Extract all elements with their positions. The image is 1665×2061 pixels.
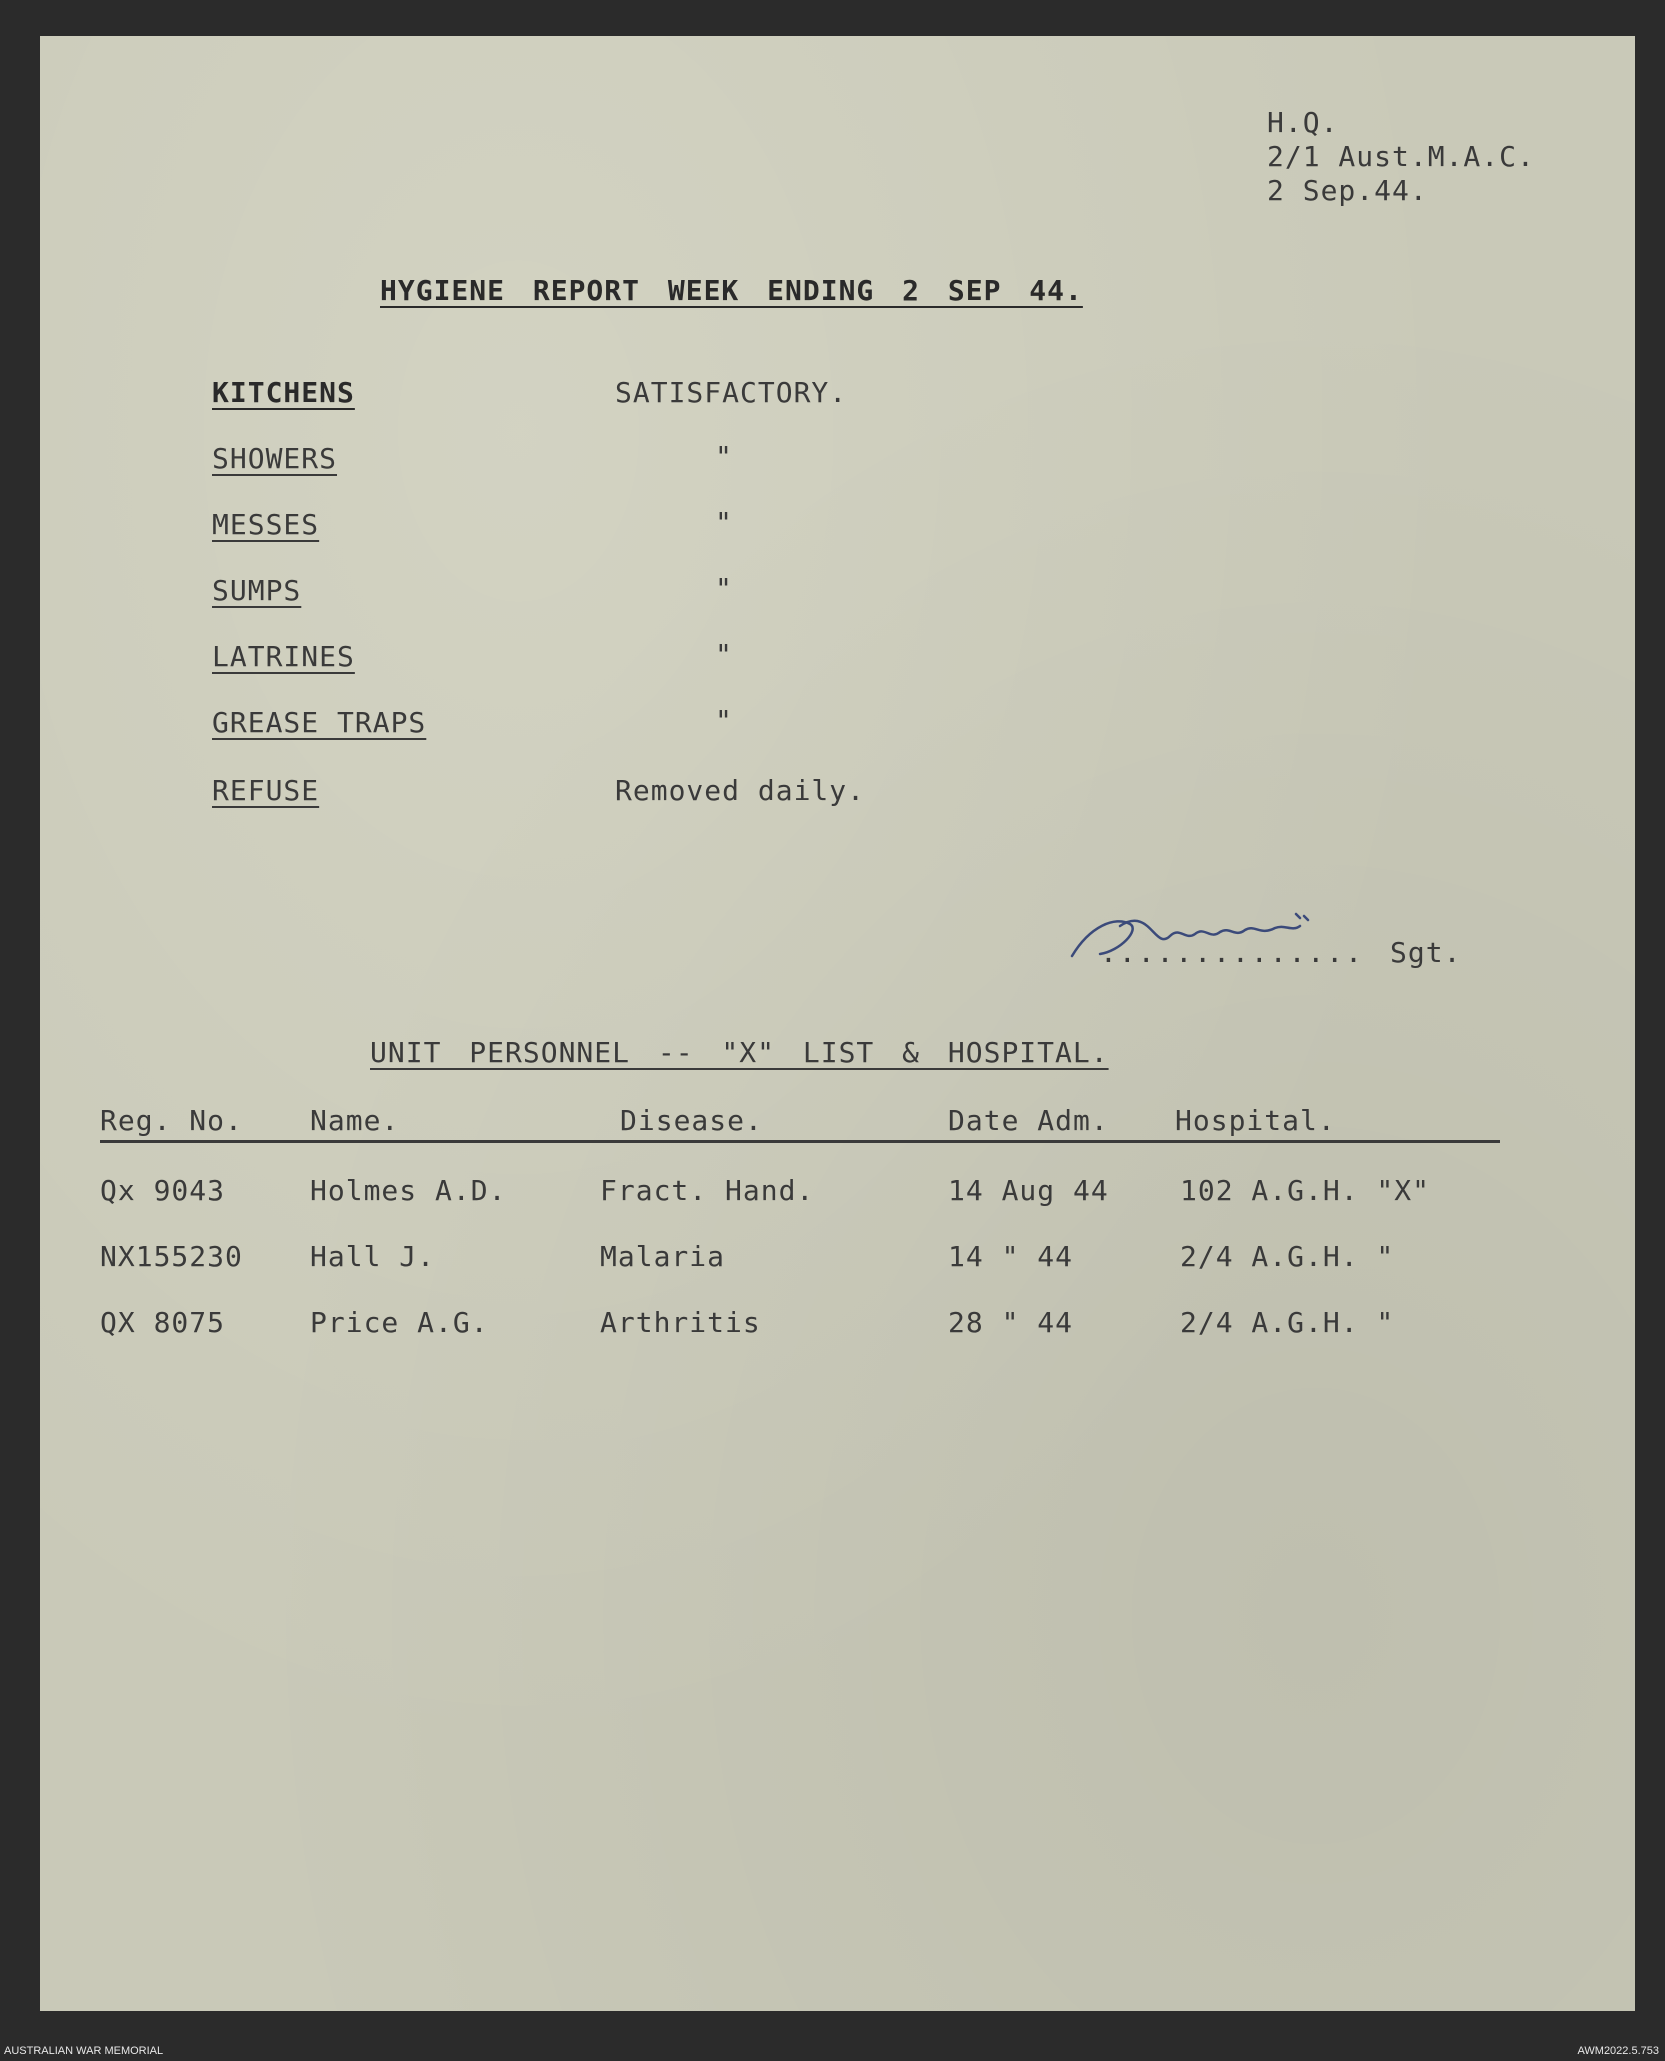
- cell-name: Hall J.: [310, 1240, 436, 1273]
- cell-disease: Fract. Hand.: [600, 1174, 815, 1207]
- document-page: [40, 36, 1635, 2011]
- header-line-date: 2 Sep.44.: [1267, 174, 1428, 207]
- column-header-name: Name.: [310, 1104, 400, 1137]
- signature-dots: ..............: [1100, 936, 1365, 969]
- cell-date-adm: 14 " 44: [948, 1240, 1074, 1273]
- personnel-title: UNIT PERSONNEL -- "X" LIST & HOSPITAL.: [370, 1036, 1109, 1069]
- archive-reference: AWM2022.5.753: [1577, 2045, 1659, 2057]
- cell-disease: Malaria: [600, 1240, 726, 1273]
- cell-reg-no: NX155230: [100, 1240, 243, 1273]
- item-label-messes: MESSES: [212, 508, 320, 541]
- item-value-grease-traps: ": [715, 704, 733, 737]
- column-header-disease: Disease.: [620, 1104, 763, 1137]
- item-value-messes: ": [715, 506, 733, 539]
- cell-hospital: 2/4 A.G.H. ": [1180, 1306, 1395, 1339]
- cell-name: Price A.G.: [310, 1306, 489, 1339]
- cell-date-adm: 28 " 44: [948, 1306, 1074, 1339]
- item-label-kitchens: KITCHENS: [212, 376, 355, 409]
- header-rule: [100, 1140, 1500, 1143]
- item-label-latrines: LATRINES: [212, 640, 355, 673]
- item-label-showers: SHOWERS: [212, 442, 338, 475]
- column-header-reg-no: Reg. No.: [100, 1104, 243, 1137]
- cell-hospital: 2/4 A.G.H. ": [1180, 1240, 1395, 1273]
- column-header-hospital: Hospital.: [1175, 1104, 1336, 1137]
- signature-rank: Sgt.: [1390, 936, 1462, 969]
- item-label-grease-traps: GREASE TRAPS: [212, 706, 427, 739]
- cell-date-adm: 14 Aug 44: [948, 1174, 1109, 1207]
- header-line-unit: 2/1 Aust.M.A.C.: [1267, 140, 1535, 173]
- item-label-sumps: SUMPS: [212, 574, 302, 607]
- cell-reg-no: QX 8075: [100, 1306, 226, 1339]
- item-value-showers: ": [715, 440, 733, 473]
- header-line-hq: H.Q.: [1267, 106, 1339, 139]
- item-value-kitchens: SATISFACTORY.: [615, 376, 848, 409]
- archive-credit: AUSTRALIAN WAR MEMORIAL: [4, 2045, 164, 2057]
- cell-disease: Arthritis: [600, 1306, 761, 1339]
- cell-reg-no: Qx 9043: [100, 1174, 226, 1207]
- cell-hospital: 102 A.G.H. "X": [1180, 1174, 1431, 1207]
- item-value-refuse: Removed daily.: [615, 774, 866, 807]
- item-value-sumps: ": [715, 572, 733, 605]
- column-header-date-adm: Date Adm.: [948, 1104, 1109, 1137]
- cell-name: Holmes A.D.: [310, 1174, 507, 1207]
- report-title: HYGIENE REPORT WEEK ENDING 2 SEP 44.: [380, 274, 1083, 307]
- item-value-latrines: ": [715, 638, 733, 671]
- item-label-refuse: REFUSE: [212, 774, 320, 807]
